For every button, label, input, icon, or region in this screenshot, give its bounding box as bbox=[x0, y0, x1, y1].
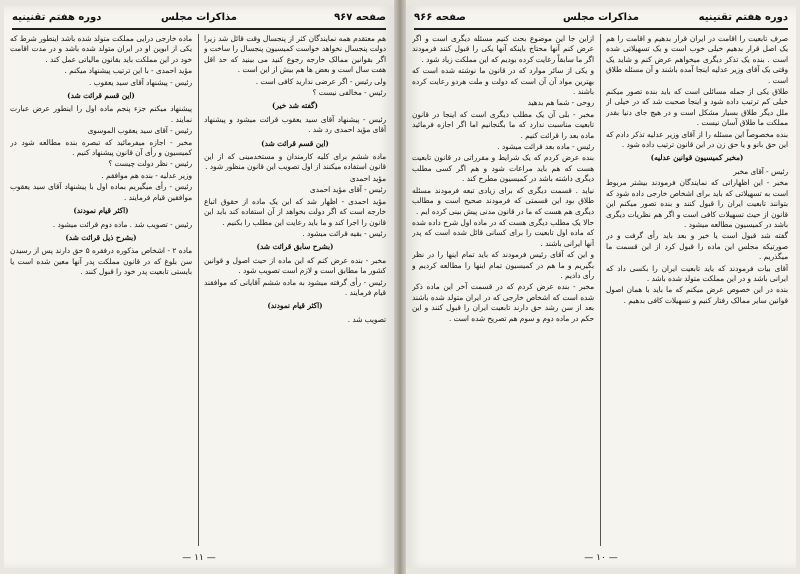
paragraph: (این قسم قرائت شد) bbox=[261, 138, 329, 148]
paragraph: مخبر - اجازه میفرمائید که تبصره بنده مطالعه شود در کمیسیون و رأی آن قانون پیشنهاد کنیم . bbox=[10, 137, 192, 158]
paragraph: مخبر - بنده عرض کردم که در قسمت آخر این ماده ذکر شده است که اشخاص خارجی که در ایران متولد شده باشند بعد از سن رشد حق دارند تابعیت ایران را قبول کنند و این حکم در ماده دوم و سوم هم تصریح شده است . bbox=[412, 282, 594, 323]
paragraph: رئیس - آقای مخبر bbox=[733, 166, 788, 176]
right-page-header bbox=[414, 10, 788, 28]
right-page-session: دوره هفتم تقنینیه bbox=[698, 12, 788, 23]
paragraph: رئیس - رأی میگیریم بماده اول با پیشنهاد آقای سید یعقوب موافقین قیام فرمایند . bbox=[10, 182, 192, 202]
left-page-folio: — ۱۱ — bbox=[182, 553, 216, 563]
paragraph: ماده ششم برای کلیه کارمندان و مستخدمینی که از این قانون استفاده میکنند از اول تصویب این قانون منظور شود . bbox=[204, 152, 386, 172]
paragraph: مخبر - بلی آن یک مطلب دیگری است که اینجا در قانون تابعیت مناسبت ندارد که ما بگنجانیم اما اگر اجازه فرمائید ماده بعد را قرائت کنیم . bbox=[412, 109, 594, 140]
right-page-folio: — ۱۰ — bbox=[584, 553, 618, 563]
paragraph: رئیس - نظر دولت چیست ؟ bbox=[108, 159, 192, 169]
paragraph: مخبر - این اظهاراتی که نمایندگان فرمودند بیشتر مربوط است به تسهیلاتی که باید برای اشخاص خارجی داده شود که بتوانند تابعیت ایران را قبول کنند و بنده تصور میکنم این قانون از حیث تسهیلات کافی است و اگر هم نظریات دیگری باشد در کمیسیون مطالعه میشود . bbox=[606, 178, 788, 229]
paragraph: رئیس - آقای مؤید احمدی bbox=[309, 185, 386, 195]
paragraph: ولی رئیس - اگر عرضی ندارید کافی است . bbox=[255, 76, 386, 86]
left-page-number: صفحه ۹۶۷ bbox=[334, 12, 386, 23]
right-page bbox=[406, 6, 796, 568]
left-page-right-column bbox=[204, 34, 386, 544]
paragraph: ازاین جا این موضوع بحث کنیم مسئله دیگری است و اگر عرض کنم آنها محتاج باینکه آنها یکی را قبول کنند فرمودند اگر ما سابقاً رعایت کرده بودیم که این مملکت زیاد شود . bbox=[412, 34, 594, 64]
paragraph: (مخبر کمیسیون قوانین عدلیه) bbox=[650, 153, 744, 163]
right-page-number: صفحه ۹۶۶ bbox=[414, 12, 466, 23]
paragraph: رئیس - آقای سید یعقوب الموسوی bbox=[87, 126, 192, 136]
right-page-left-column bbox=[412, 34, 594, 544]
paragraph: رئیس - مخالفی نیست ؟ bbox=[312, 88, 386, 98]
paragraph: رئیس - تصویب شد . ماده دوم قرائت میشود . bbox=[52, 219, 192, 229]
right-header-rule bbox=[414, 28, 788, 30]
right-page-title: مذاکرات مجلس bbox=[562, 12, 640, 23]
paragraph: رئیس - رأی گرفته میشود به ماده ششم آقایانی که موافقند قیام فرمایند . bbox=[204, 277, 386, 297]
paragraph: رئیس - ماده بعد قرائت میشود . bbox=[497, 142, 594, 152]
left-page-left-column bbox=[10, 34, 192, 544]
paragraph: آقای بیات فرمودند که باید تابعیت ایران را بکسی داد که ایرانی باشد و در این مملکت متولد شده باشد . bbox=[606, 263, 788, 283]
paragraph: و یکی از سائر موارد که در قانون ما نوشته شده است که بهترین مواد آن آن است که دولت و ملت هردو رعایت کرده باشند . bbox=[412, 66, 594, 97]
paragraph: صرف تابعیت را اقامت در ایران قرار بدهیم و اقامت را هم یک اصل قرار بدهیم خیلی خوب است و یک تسهیلاتی شده است . بنده یک تذکر دیگری میخواهم عرض کنم و شاید یک وقتی یک آقای وزیر عدلیه اینجا آمده باشند و آن مسئله طلاق است . bbox=[606, 34, 788, 85]
paragraph: (گفته شد خیر) bbox=[272, 101, 318, 111]
paragraph: (اکثر قیام نمودند) bbox=[73, 206, 129, 216]
paragraph: رئیس - بقیه قرائت میشود . bbox=[302, 228, 386, 238]
paragraph: ماده خارجی درایی مملکت متولد شده باشد اینطور شرط که یکی از ابوین او در ایران متولد شده باشد و در مدت اقامت خود در این مملکت باید بقانون مالیاتی عمل کند . bbox=[10, 34, 192, 64]
paragraph: تصویب شد . bbox=[347, 314, 386, 324]
left-page bbox=[4, 6, 394, 568]
paragraph: نیاید . قسمت دیگری که برای زیادی تبعه فرمودند مسئله طلاق بود این قسمتی که فرمودند صحیح است و مطالب دیگری هم هست که ما در قانون مدنی پیش بینی کرده ایم . bbox=[412, 185, 594, 216]
paragraph: مؤید احمدی bbox=[349, 173, 386, 183]
left-header-rule bbox=[12, 28, 386, 30]
paragraph: بنده در این خصوص عرض میکنم که ما باید با همان اصول قوانین سایر ممالک رفتار کنیم و تسهیلات کافی بدهیم . bbox=[606, 285, 788, 305]
left-page-session: دوره هفتم تقنینیه bbox=[12, 12, 102, 23]
paragraph: پیشنهاد میکنم جزء پنجم ماده اول را اینطور عرض عبارت نمایند . bbox=[10, 104, 192, 124]
paragraph: رئیس - پیشنهاد آقای سید یعقوب قرائت میشود و پیشنهاد آقای مؤید احمدی رد شد . bbox=[204, 114, 386, 135]
paragraph: مؤید احمدی - با این ترتیب پیشنهاد میکنم . bbox=[64, 66, 192, 76]
paragraph: و این که آقای رئیس فرمودند که باید تمام اینها را در نظر بگیریم و ما هم در کمیسیون تمام اینها را مطالعه کردیم و رأی دادیم . bbox=[412, 250, 594, 280]
paragraph: (اکثر قیام نمودند) bbox=[267, 301, 323, 311]
paragraph: (بشرح ذیل قرائت شد) bbox=[65, 232, 137, 242]
paragraph: ماده ۲ - اشخاص مذکوره درفقره ۵ حق دارند پس از رسیدن سن بلوغ که در قانون مملکت پدر آنها معین شده است یا بایستی تابعیت پدر خود را قبول کنند . bbox=[10, 246, 192, 277]
paragraph: بنده مخصوصاً این مسئله را از آقای وزیر عدلیه تذکر دادم که این حق بانو و یا حق زن در این قانون ترتیب داده شود . bbox=[606, 129, 788, 150]
paragraph: (بشرح سابق قرائت شد) bbox=[256, 242, 334, 252]
left-page-header bbox=[12, 10, 386, 28]
left-page-title: مذاکرات مجلس bbox=[160, 12, 238, 23]
right-column-divider bbox=[600, 34, 601, 546]
paragraph: رئیس - پیشنهاد آقای سید یعقوب . bbox=[88, 77, 192, 87]
paragraph: بنده عرض کردم که یک شرایط و مقرراتی در قانون تابعیت هست که هم باید مراعات شود و هم اگر کسی مطلب دیگری داشته باشد در کمیسیون مطرح کند . bbox=[412, 153, 594, 184]
right-page-right-column bbox=[606, 34, 788, 544]
paragraph: مخبر - بنده عرض کنم که این ماده از حیث اصول و قوانین کشور ما مطابق است و لازم است تصویب شود . bbox=[204, 255, 386, 276]
left-column-divider bbox=[198, 34, 199, 546]
paragraph: گفته شد قبول است یا خیر و بعد باید رأی گرفت و در صورتیکه مجلس این ماده را قبول کرد از این قسمت ما میگذریم . bbox=[606, 231, 788, 262]
paragraph: طلاق یکی از جمله مسائلی است که باید بنده تصور میکنم خیلی کم ترتیب داده شود و اینجا صحبت شد که در خیلی از ملل دیگر طلاق بسیار مشکل است و در هیچ جای دنیا بقدر مملکت ما طلاق آسان نیست . bbox=[606, 87, 788, 128]
paragraph: (این قسم قرائت شد) bbox=[67, 91, 135, 101]
book-gutter bbox=[394, 0, 406, 574]
paragraph: حالا یک مطلب دیگری هست که در ماده اول شرح داده شده که ماده اول تابعیت را برای کسانی قائل شده است که پدر آنها ایرانی باشند . bbox=[412, 217, 594, 248]
paragraph: وزیر عدلیه - بنده هم موافقم . bbox=[101, 170, 192, 180]
paragraph: مؤید احمدی - اظهار شد که این یک ماده از حقوق اتباع خارجه است که اگر دولت بخواهد از آن استفاده کند باید این قانون را اجرا کند و ما باید رعایت این مطلب را بکنیم . bbox=[204, 196, 386, 227]
paragraph: روحی - شما هم بدهید bbox=[527, 98, 594, 108]
paragraph: هم معتقدم همه نمایندگان کثر از پنجسال وقت قائل شد زیرا دولت پنجسال نخواهد خواست کمیسیون پنجسال را ساخت و اگر بقوانین ممالک خارجه رجوع کنید می بینید که حد اقل هفت سال است و بعض ها هم بیش از این است . bbox=[204, 34, 386, 75]
